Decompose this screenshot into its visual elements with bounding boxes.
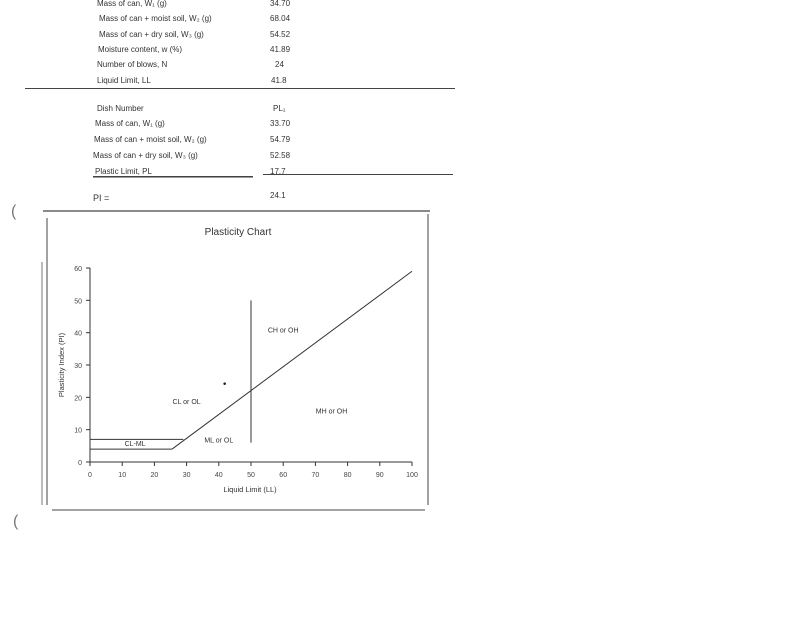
y-axis-label: Plasticity Index (PI) <box>57 332 66 398</box>
ll-row-value: 34.70 <box>270 0 291 8</box>
region-label: CL or OL <box>172 398 201 406</box>
chart-title: Plasticity Chart <box>204 227 272 238</box>
ll-row-value: 24 <box>275 60 284 69</box>
ll-row-value: 41.89 <box>270 45 291 54</box>
pl-row-value: 17.7 <box>270 167 286 176</box>
x-tick-label: 10 <box>118 472 127 479</box>
region-label: MH or OH <box>315 408 348 416</box>
y-tick-label: 20 <box>74 395 82 403</box>
pi-label: PI = <box>93 193 110 203</box>
x-tick-label: 50 <box>247 472 255 479</box>
x-tick-label: 100 <box>406 472 418 479</box>
pi-value: 24.1 <box>270 191 286 200</box>
ll-row-label: Moisture content, w (%) <box>98 45 183 54</box>
pl-row-label: Mass of can + moist soil, W₂ (g) <box>94 135 207 144</box>
ll-row-label: Liquid Limit, LL <box>97 76 151 85</box>
ll-row-value: 68.04 <box>270 14 291 23</box>
region-label: CL-ML <box>124 440 146 448</box>
x-tick-label: 70 <box>311 472 320 479</box>
x-tick-label: 30 <box>182 472 191 479</box>
pl-row-label: Mass of can, W₁ (g) <box>95 119 165 128</box>
x-tick-label: 90 <box>375 472 384 479</box>
scan-mark: ( <box>11 203 17 220</box>
y-tick-label: 30 <box>74 363 82 370</box>
x-tick-label: 60 <box>279 472 288 479</box>
pl-row-label: Mass of can + dry soil, W₃ (g) <box>93 151 198 160</box>
ll-row-label: Mass of can, W₁ (g) <box>97 0 167 8</box>
pl-row-value: 52.58 <box>270 151 291 160</box>
y-tick-label: 60 <box>74 266 82 273</box>
ll-row-label: Mass of can + moist soil, W₂ (g) <box>99 14 212 23</box>
y-tick-label: 40 <box>74 330 82 338</box>
region-label: CH or OH <box>267 327 299 335</box>
x-axis-label: Liquid Limit (LL) <box>223 485 277 494</box>
pl-header-value: PL₁ <box>273 104 286 113</box>
pl-header-label: Dish Number <box>97 104 144 113</box>
scan-mark: ( <box>13 513 19 530</box>
ll-row-value: 54.52 <box>270 30 291 39</box>
x-tick-label: 80 <box>343 472 352 479</box>
ll-row-value: 41.8 <box>271 76 287 85</box>
pl-row-value: 33.70 <box>270 119 291 128</box>
data-point: • <box>221 380 228 391</box>
y-tick-label: 10 <box>74 427 82 435</box>
region-label: ML or OL <box>204 437 234 445</box>
ll-row-label: Mass of can + dry soil, W₃ (g) <box>99 30 204 39</box>
x-tick-label: 20 <box>150 472 159 479</box>
pl-row-value: 54.79 <box>270 135 291 144</box>
ll-row-label: Number of blows, N <box>97 60 168 69</box>
y-tick-label: 0 <box>78 460 82 467</box>
a-line <box>172 271 412 449</box>
pl-row-label: Plastic Limit, PL <box>95 167 152 176</box>
x-tick-label: 0 <box>88 472 92 479</box>
y-tick-label: 50 <box>74 298 82 306</box>
x-tick-label: 40 <box>214 472 223 479</box>
